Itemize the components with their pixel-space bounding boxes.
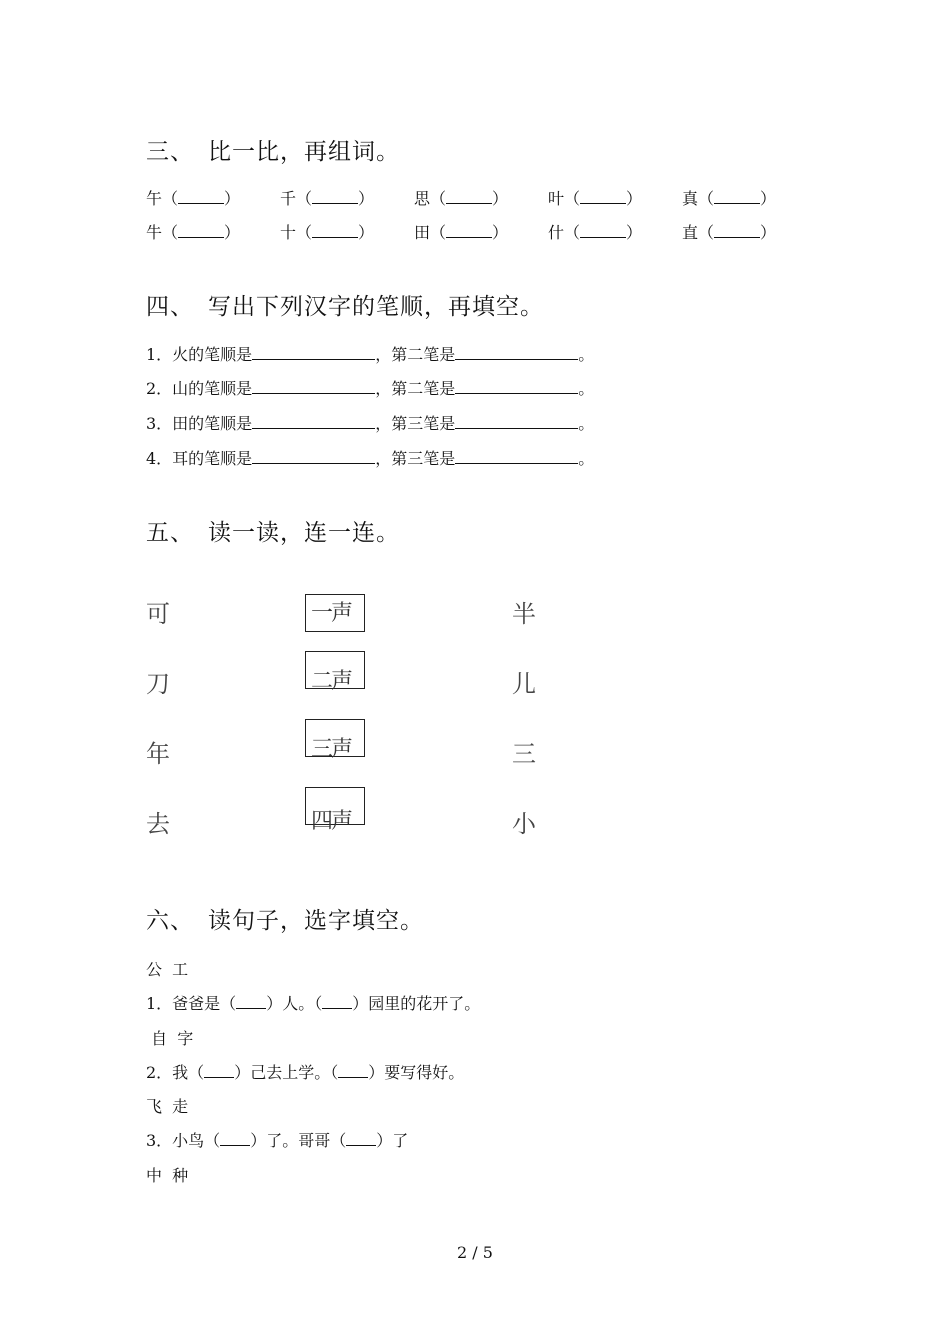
answer-blank[interactable]: [252, 379, 375, 394]
item-end: 。: [578, 414, 595, 433]
stroke-order-item: [146, 446, 594, 469]
sentence-part: ）园里的花开了。: [352, 994, 481, 1013]
answer-blank[interactable]: [446, 223, 492, 238]
fill-sentence: [146, 991, 480, 1014]
answer-blank[interactable]: [322, 994, 352, 1009]
compare-char: 午: [146, 189, 163, 208]
answer-blank[interactable]: [455, 414, 578, 429]
item-middle: ，第三笔是: [375, 414, 456, 433]
compare-char: 叶: [548, 189, 565, 208]
compare-char: 千: [280, 189, 297, 208]
page-number: 2 / 5: [457, 1243, 493, 1262]
section-6-title: 读句子，选字填空。: [208, 908, 424, 934]
item-end: 。: [578, 345, 595, 364]
match-right-char[interactable]: 儿: [512, 670, 536, 698]
match-left-char[interactable]: 可: [146, 600, 170, 628]
compare-char: 真: [682, 189, 699, 208]
item-end: 。: [578, 449, 595, 468]
item-prefix: 2．山的笔顺是: [146, 379, 253, 398]
answer-blank[interactable]: [220, 1131, 250, 1146]
answer-blank[interactable]: [236, 994, 266, 1009]
item-middle: ，第二笔是: [375, 379, 456, 398]
stroke-order-item: [146, 411, 594, 434]
answer-blank[interactable]: [252, 414, 375, 429]
section-5-title: 读一读，连一连。: [208, 520, 400, 546]
tone-label: 一声: [311, 601, 352, 626]
section-6-number: 六、: [146, 908, 194, 934]
tone-label: 四声: [311, 809, 352, 834]
compare-item: 叶（ ）: [548, 189, 643, 208]
compare-item: 什（ ）: [548, 223, 643, 242]
section-6-heading: [146, 902, 424, 935]
compare-item: 午（ ）: [146, 189, 241, 208]
tone-label: 二声: [311, 669, 352, 694]
section-4-title: 写出下列汉字的笔顺，再填空。: [208, 294, 544, 320]
compare-char: 思: [414, 189, 431, 208]
match-right-char[interactable]: 三: [512, 740, 536, 768]
section-5-number: 五、: [146, 520, 194, 546]
item-prefix: 4．耳的笔顺是: [146, 449, 253, 468]
answer-blank[interactable]: [714, 189, 760, 204]
answer-blank[interactable]: [178, 189, 224, 204]
answer-blank[interactable]: [455, 379, 578, 394]
compare-item: 十（ ）: [280, 223, 375, 242]
item-middle: ，第二笔是: [375, 345, 456, 364]
choice-options: 自 字: [146, 1029, 194, 1048]
answer-blank[interactable]: [580, 189, 626, 204]
section-4-number: 四、: [146, 294, 194, 320]
sentence-part: 1．爸爸是（: [146, 994, 237, 1013]
sentence-part: 2．我（: [146, 1063, 205, 1082]
compare-item: 千（ ）: [280, 189, 375, 208]
section-5-heading: [146, 514, 400, 547]
sentence-part: ）了: [376, 1131, 409, 1150]
answer-blank[interactable]: [446, 189, 492, 204]
stroke-order-item: [146, 342, 594, 365]
answer-blank[interactable]: [252, 345, 375, 360]
match-left-char[interactable]: 年: [146, 740, 170, 768]
answer-blank[interactable]: [252, 449, 375, 464]
answer-blank[interactable]: [312, 223, 358, 238]
section-4-heading: [146, 288, 544, 321]
compare-item: 真（ ）: [682, 189, 777, 208]
item-end: 。: [578, 379, 595, 398]
answer-blank[interactable]: [338, 1063, 368, 1078]
compare-char: 直: [682, 223, 699, 242]
compare-item: 牛（ ）: [146, 223, 241, 242]
answer-blank[interactable]: [178, 223, 224, 238]
compare-char: 田: [414, 223, 431, 242]
answer-blank[interactable]: [714, 223, 760, 238]
compare-item: 直（ ）: [682, 223, 777, 242]
match-left-char[interactable]: 去: [146, 810, 170, 838]
stroke-order-item: [146, 376, 594, 399]
item-prefix: 3．田的笔顺是: [146, 414, 253, 433]
sentence-part: 3．小鸟（: [146, 1131, 221, 1150]
choice-options: 中 种: [146, 1166, 189, 1185]
sentence-part: ）要写得好。: [368, 1063, 465, 1082]
answer-blank[interactable]: [346, 1131, 376, 1146]
compare-item: 田（ ）: [414, 223, 509, 242]
compare-char: 什: [548, 223, 565, 242]
answer-blank[interactable]: [312, 189, 358, 204]
section-3-title: 比一比，再组词。: [208, 139, 400, 165]
match-left-char[interactable]: 刀: [146, 670, 170, 698]
choice-options: 飞 走: [146, 1097, 189, 1116]
item-prefix: 1．火的笔顺是: [146, 345, 253, 364]
section-3-number: 三、: [146, 139, 194, 165]
match-right-char[interactable]: 小: [512, 810, 536, 838]
fill-sentence: [146, 1128, 408, 1151]
sentence-part: ）人。（: [266, 994, 323, 1013]
choice-options: 公 工: [146, 960, 189, 979]
tone-label: 三声: [311, 737, 352, 762]
sentence-part: ）己去上学。（: [234, 1063, 339, 1082]
compare-char: 十: [280, 223, 297, 242]
answer-blank[interactable]: [455, 345, 578, 360]
compare-item: 思（ ）: [414, 189, 509, 208]
match-right-char[interactable]: 半: [512, 600, 536, 628]
item-middle: ，第三笔是: [375, 449, 456, 468]
answer-blank[interactable]: [580, 223, 626, 238]
compare-char: 牛: [146, 223, 163, 242]
section-3-heading: [146, 133, 400, 166]
answer-blank[interactable]: [204, 1063, 234, 1078]
fill-sentence: [146, 1060, 464, 1083]
sentence-part: ）了。哥哥（: [250, 1131, 347, 1150]
answer-blank[interactable]: [455, 449, 578, 464]
